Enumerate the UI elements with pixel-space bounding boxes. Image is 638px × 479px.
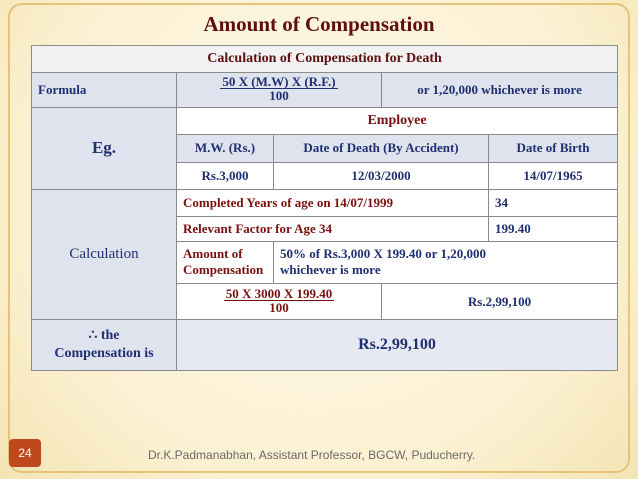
- calc-result: Rs.2,99,100: [382, 284, 618, 320]
- formula-row: [32, 73, 618, 107]
- calc-factor-value: 199.40: [489, 216, 618, 241]
- formula-label: Formula: [32, 73, 177, 107]
- amount-text: [274, 241, 618, 283]
- calc-age-row: [32, 190, 618, 216]
- conclusion-label-line2: Compensation is: [54, 346, 154, 362]
- amount-text-line1: 50% of Rs.3,000 X 199.40 or 1,20,000: [280, 246, 486, 262]
- calc-fraction: [177, 284, 382, 320]
- formula-numerator: 50 X (M.W) X (R.F.): [222, 74, 336, 90]
- calc-factor-label: Relevant Factor for Age 34: [177, 216, 489, 241]
- amount-label-line1: Amount of: [183, 246, 243, 262]
- column-date-of-birth: Date of Birth: [489, 134, 618, 162]
- example-label: Eg.: [32, 107, 177, 190]
- formula-fraction: [177, 73, 382, 107]
- value-date-of-death: 12/03/2000: [274, 163, 489, 190]
- calc-numerator: 50 X 3000 X 199.40: [225, 286, 333, 302]
- employee-subheader: Employee: [177, 107, 618, 134]
- value-mw: Rs.3,000: [177, 163, 274, 190]
- column-mw: M.W. (Rs.): [177, 134, 274, 162]
- conclusion-label: [32, 320, 177, 371]
- compensation-table: [31, 45, 618, 371]
- conclusion-row: [32, 320, 618, 371]
- formula-denominator: 100: [269, 88, 289, 104]
- slide-footer: Dr.K.Padmanabhan, Assistant Professor, BGCW, Puducherry.: [148, 448, 476, 462]
- amount-label-line2: Compensation: [183, 262, 264, 278]
- example-subheader-row: [32, 107, 618, 134]
- calc-age-label: Completed Years of age on 14/07/1999: [177, 190, 489, 216]
- calc-age-value: 34: [489, 190, 618, 216]
- slide-number-badge: 24: [9, 439, 41, 467]
- slide-title: Amount of Compensation: [203, 12, 435, 36]
- value-date-of-birth: 14/07/1965: [489, 163, 618, 190]
- amount-text-line2: whichever is more: [280, 262, 381, 278]
- formula-alternative: or 1,20,000 whichever is more: [382, 73, 618, 107]
- column-date-of-death: Date of Death (By Accident): [274, 134, 489, 162]
- table-header-row: [32, 46, 618, 73]
- conclusion-value: Rs.2,99,100: [177, 320, 618, 371]
- calc-denominator: 100: [269, 300, 289, 316]
- conclusion-symbol-line: ∴ the: [88, 328, 120, 344]
- amount-label: [177, 241, 274, 283]
- table-header: Calculation of Compensation for Death: [32, 46, 618, 73]
- calculation-label: Calculation: [32, 190, 177, 320]
